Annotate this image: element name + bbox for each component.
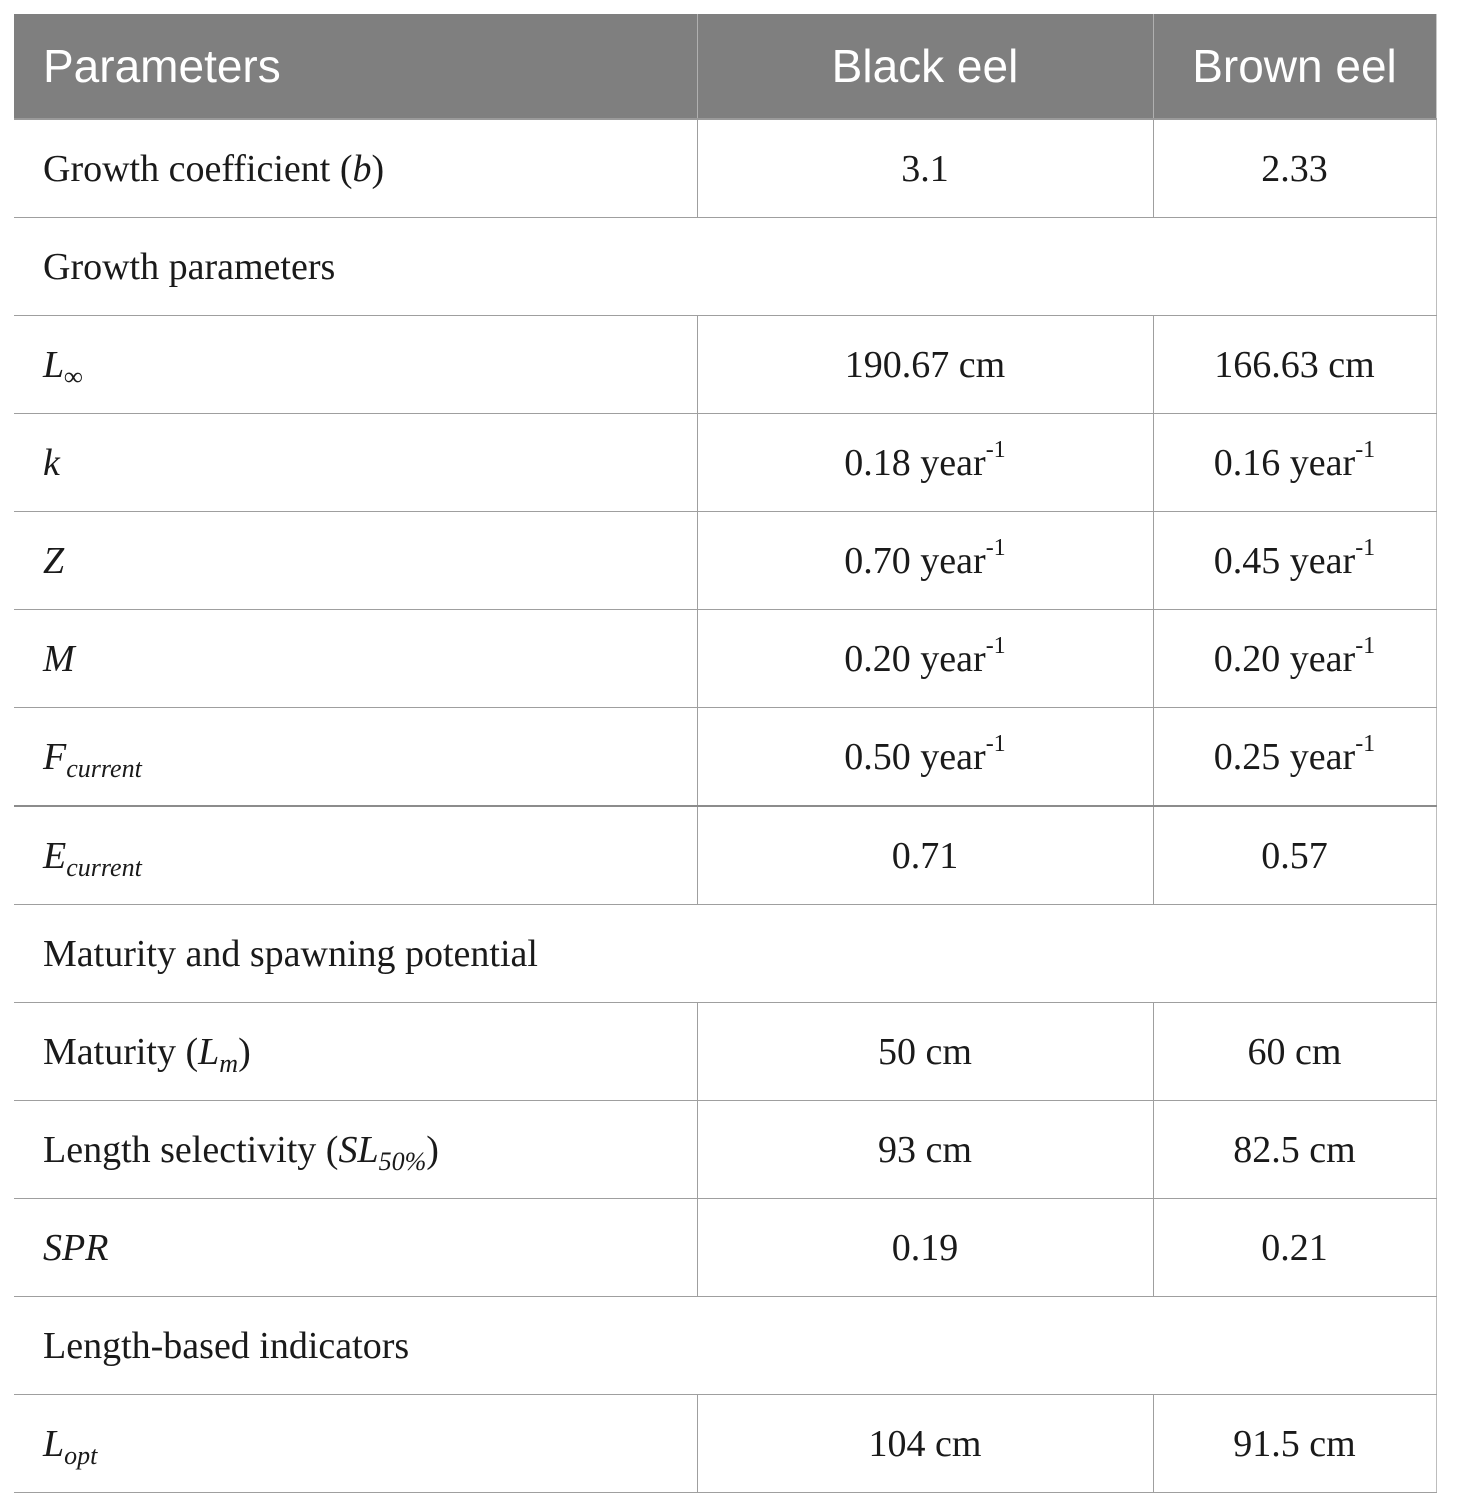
- row-label: Growth coefficient (b): [14, 119, 697, 218]
- brown-eel-value: 60 cm: [1153, 1003, 1436, 1101]
- black-eel-value: 190.67 cm: [697, 316, 1153, 414]
- section-label: Length-based indicators: [14, 1297, 1436, 1395]
- brown-eel-value: 0.20 year$^{-1}$: [1153, 610, 1436, 708]
- parameters-table: [14, 14, 1437, 1493]
- header-row: [14, 14, 1436, 119]
- brown-eel-value: 0.45 year$^{-1}$: [1153, 512, 1436, 610]
- parameters-table-container: [14, 14, 1436, 1493]
- row-l-opt: [14, 1395, 1436, 1493]
- row-z: [14, 512, 1436, 610]
- brown-eel-value: 0.25 year$^{-1}$: [1153, 708, 1436, 807]
- section-maturity-spawning: [14, 905, 1436, 1003]
- brown-eel-value: 0.57: [1153, 806, 1436, 905]
- brown-eel-value: 0.21: [1153, 1199, 1436, 1297]
- row-label: $E_{current}$: [14, 806, 697, 905]
- brown-eel-value: 0.16 year$^{-1}$: [1153, 414, 1436, 512]
- black-eel-value: 3.1: [697, 119, 1153, 218]
- black-eel-value: 0.18 year$^{-1}$: [697, 414, 1153, 512]
- section-label: Growth parameters: [14, 218, 1436, 316]
- brown-eel-value: 91.5 cm: [1153, 1395, 1436, 1493]
- black-eel-value: 0.50 year$^{-1}$: [697, 708, 1153, 807]
- row-label: M: [14, 610, 697, 708]
- black-eel-value: 0.20 year$^{-1}$: [697, 610, 1153, 708]
- section-growth-parameters: [14, 218, 1436, 316]
- row-spr: [14, 1199, 1436, 1297]
- header-brown-eel: Brown eel: [1153, 14, 1436, 119]
- row-label: $L_\infty$: [14, 316, 697, 414]
- brown-eel-value: 166.63 cm: [1153, 316, 1436, 414]
- row-m: [14, 610, 1436, 708]
- row-label: Length selectivity $(SL_{50\%})$: [14, 1101, 697, 1199]
- black-eel-value: 104 cm: [697, 1395, 1153, 1493]
- brown-eel-value: 2.33: [1153, 119, 1436, 218]
- row-maturity: [14, 1003, 1436, 1101]
- black-eel-value: 93 cm: [697, 1101, 1153, 1199]
- row-label: Z: [14, 512, 697, 610]
- row-e-current: [14, 806, 1436, 905]
- black-eel-value: 0.71: [697, 806, 1153, 905]
- row-label: k: [14, 414, 697, 512]
- header-parameters: Parameters: [14, 14, 697, 119]
- brown-eel-value: 82.5 cm: [1153, 1101, 1436, 1199]
- row-f-current: [14, 708, 1436, 807]
- row-length-selectivity: [14, 1101, 1436, 1199]
- row-label: SPR: [14, 1199, 697, 1297]
- black-eel-value: 0.19: [697, 1199, 1153, 1297]
- header-black-eel: Black eel: [697, 14, 1153, 119]
- row-growth-coefficient: [14, 119, 1436, 218]
- black-eel-value: 50 cm: [697, 1003, 1153, 1101]
- row-label: $F_{current}$: [14, 708, 697, 807]
- black-eel-value: 0.70 year$^{-1}$: [697, 512, 1153, 610]
- row-k: [14, 414, 1436, 512]
- row-label: Maturity $(L_m)$: [14, 1003, 697, 1101]
- section-label: Maturity and spawning potential: [14, 905, 1436, 1003]
- row-l-infinity: [14, 316, 1436, 414]
- section-length-based-indicators: [14, 1297, 1436, 1395]
- row-label: $L_{opt}$: [14, 1395, 697, 1493]
